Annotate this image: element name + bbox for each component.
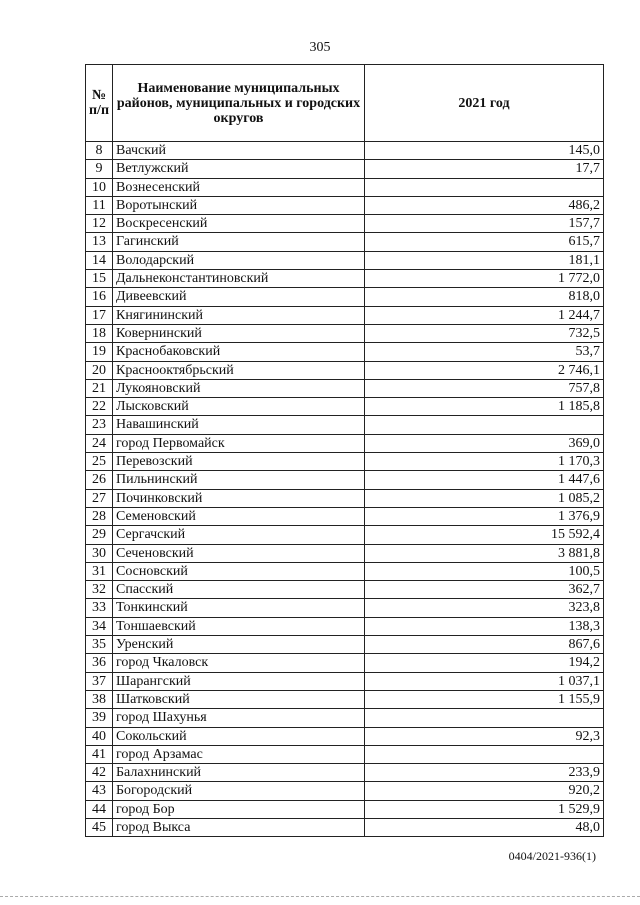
row-name: город Чкаловск: [113, 654, 365, 672]
table-row: [86, 800, 604, 818]
row-value: 867,6: [365, 636, 604, 654]
table-row: [86, 672, 604, 690]
row-name: Перевозский: [113, 453, 365, 471]
table-row: [86, 562, 604, 580]
row-number: 24: [86, 434, 113, 452]
header-value: 2021 год: [365, 65, 604, 142]
row-value: 369,0: [365, 434, 604, 452]
row-value: 2 746,1: [365, 361, 604, 379]
row-name: Тонкинский: [113, 599, 365, 617]
row-number: 22: [86, 398, 113, 416]
row-number: 41: [86, 745, 113, 763]
row-number: 23: [86, 416, 113, 434]
table-row: [86, 361, 604, 379]
row-number: 39: [86, 709, 113, 727]
row-number: 36: [86, 654, 113, 672]
row-name: Володарский: [113, 251, 365, 269]
table-row: [86, 745, 604, 763]
row-name: Тоншаевский: [113, 617, 365, 635]
row-name: город Бор: [113, 800, 365, 818]
table-row: [86, 142, 604, 160]
row-number: 34: [86, 617, 113, 635]
row-value: 323,8: [365, 599, 604, 617]
table-row: [86, 764, 604, 782]
row-name: Навашинский: [113, 416, 365, 434]
table-row: [86, 599, 604, 617]
table-row: [86, 690, 604, 708]
row-value: 3 881,8: [365, 544, 604, 562]
table-row: [86, 581, 604, 599]
row-number: 32: [86, 581, 113, 599]
header-num: № п/п: [86, 65, 113, 142]
table-row: [86, 544, 604, 562]
table-row: [86, 526, 604, 544]
table-row: [86, 453, 604, 471]
row-value: 732,5: [365, 324, 604, 342]
row-name: Сокольский: [113, 727, 365, 745]
row-number: 27: [86, 489, 113, 507]
row-name: Сосновский: [113, 562, 365, 580]
row-number: 31: [86, 562, 113, 580]
row-name: Сеченовский: [113, 544, 365, 562]
row-name: Ковернинский: [113, 324, 365, 342]
row-value: 818,0: [365, 288, 604, 306]
row-value: 157,7: [365, 215, 604, 233]
row-number: 16: [86, 288, 113, 306]
row-name: город Арзамас: [113, 745, 365, 763]
row-value: 138,3: [365, 617, 604, 635]
row-value: 1 155,9: [365, 690, 604, 708]
table-row: [86, 654, 604, 672]
row-number: 20: [86, 361, 113, 379]
table-body: [86, 142, 604, 837]
row-name: Воротынский: [113, 196, 365, 214]
table-row: [86, 160, 604, 178]
row-value: 181,1: [365, 251, 604, 269]
row-name: Дивеевский: [113, 288, 365, 306]
row-value: 53,7: [365, 343, 604, 361]
table-row: [86, 709, 604, 727]
row-name: Шатковский: [113, 690, 365, 708]
row-number: 37: [86, 672, 113, 690]
row-number: 44: [86, 800, 113, 818]
row-number: 38: [86, 690, 113, 708]
table-row: [86, 507, 604, 525]
table-row: [86, 251, 604, 269]
row-value: 233,9: [365, 764, 604, 782]
row-number: 11: [86, 196, 113, 214]
row-value: 48,0: [365, 818, 604, 836]
row-number: 19: [86, 343, 113, 361]
row-value: 1 037,1: [365, 672, 604, 690]
table-row: [86, 270, 604, 288]
row-value: 1 170,3: [365, 453, 604, 471]
row-value: 920,2: [365, 782, 604, 800]
row-value: 1 085,2: [365, 489, 604, 507]
table-row: [86, 233, 604, 251]
row-value: 1 376,9: [365, 507, 604, 525]
table-row: [86, 818, 604, 836]
header-name: Наименование муниципальных районов, муниципальных и городских округов: [113, 65, 365, 142]
row-number: 40: [86, 727, 113, 745]
row-name: Вознесенский: [113, 178, 365, 196]
row-name: Гагинский: [113, 233, 365, 251]
table-row: [86, 343, 604, 361]
row-number: 45: [86, 818, 113, 836]
row-value: 92,3: [365, 727, 604, 745]
row-value: 1 529,9: [365, 800, 604, 818]
table-row: [86, 178, 604, 196]
row-value: 1 244,7: [365, 306, 604, 324]
row-name: Дальнеконстантиновский: [113, 270, 365, 288]
row-name: город Первомайск: [113, 434, 365, 452]
row-value: 15 592,4: [365, 526, 604, 544]
row-value: 1 447,6: [365, 471, 604, 489]
row-name: Балахнинский: [113, 764, 365, 782]
row-number: 43: [86, 782, 113, 800]
row-value: [365, 416, 604, 434]
row-number: 14: [86, 251, 113, 269]
row-value: 100,5: [365, 562, 604, 580]
row-value: 17,7: [365, 160, 604, 178]
table-row: [86, 489, 604, 507]
row-number: 33: [86, 599, 113, 617]
row-number: 26: [86, 471, 113, 489]
row-number: 25: [86, 453, 113, 471]
row-value: [365, 709, 604, 727]
row-value: 1 185,8: [365, 398, 604, 416]
table-row: [86, 306, 604, 324]
row-name: Уренский: [113, 636, 365, 654]
table-row: [86, 288, 604, 306]
row-number: 10: [86, 178, 113, 196]
row-number: 15: [86, 270, 113, 288]
row-value: [365, 745, 604, 763]
row-name: город Шахунья: [113, 709, 365, 727]
row-name: Краснооктябрьский: [113, 361, 365, 379]
table-row: [86, 196, 604, 214]
table-row: [86, 416, 604, 434]
page-number: 305: [309, 40, 331, 55]
row-name: Спасский: [113, 581, 365, 599]
row-name: Семеновский: [113, 507, 365, 525]
row-value: 362,7: [365, 581, 604, 599]
row-name: Починковский: [113, 489, 365, 507]
row-number: 13: [86, 233, 113, 251]
row-value: 1 772,0: [365, 270, 604, 288]
row-name: Краснобаковский: [113, 343, 365, 361]
row-name: Княгининский: [113, 306, 365, 324]
document-code: 0404/2021-936(1): [508, 849, 596, 863]
row-name: Лукояновский: [113, 379, 365, 397]
table-row: [86, 471, 604, 489]
row-name: Богородский: [113, 782, 365, 800]
row-number: 35: [86, 636, 113, 654]
scan-edge-line: [0, 896, 640, 898]
data-table: [85, 64, 604, 837]
row-name: город Выкса: [113, 818, 365, 836]
row-name: Шарангский: [113, 672, 365, 690]
row-value: 486,2: [365, 196, 604, 214]
row-value: 615,7: [365, 233, 604, 251]
table-row: [86, 434, 604, 452]
table-row: [86, 398, 604, 416]
row-number: 8: [86, 142, 113, 160]
row-value: [365, 178, 604, 196]
table-row: [86, 636, 604, 654]
table-row: [86, 324, 604, 342]
row-name: Вачский: [113, 142, 365, 160]
table-header-row: [86, 65, 604, 142]
row-value: 757,8: [365, 379, 604, 397]
table-row: [86, 379, 604, 397]
table-row: [86, 782, 604, 800]
row-number: 18: [86, 324, 113, 342]
row-number: 17: [86, 306, 113, 324]
table-row: [86, 617, 604, 635]
row-value: 194,2: [365, 654, 604, 672]
row-number: 29: [86, 526, 113, 544]
row-name: Лысковский: [113, 398, 365, 416]
row-name: Воскресенский: [113, 215, 365, 233]
row-number: 30: [86, 544, 113, 562]
row-number: 28: [86, 507, 113, 525]
row-number: 21: [86, 379, 113, 397]
row-name: Пильнинский: [113, 471, 365, 489]
row-name: Ветлужский: [113, 160, 365, 178]
row-value: 145,0: [365, 142, 604, 160]
table-row: [86, 215, 604, 233]
row-number: 42: [86, 764, 113, 782]
row-name: Сергачский: [113, 526, 365, 544]
row-number: 12: [86, 215, 113, 233]
table-row: [86, 727, 604, 745]
row-number: 9: [86, 160, 113, 178]
